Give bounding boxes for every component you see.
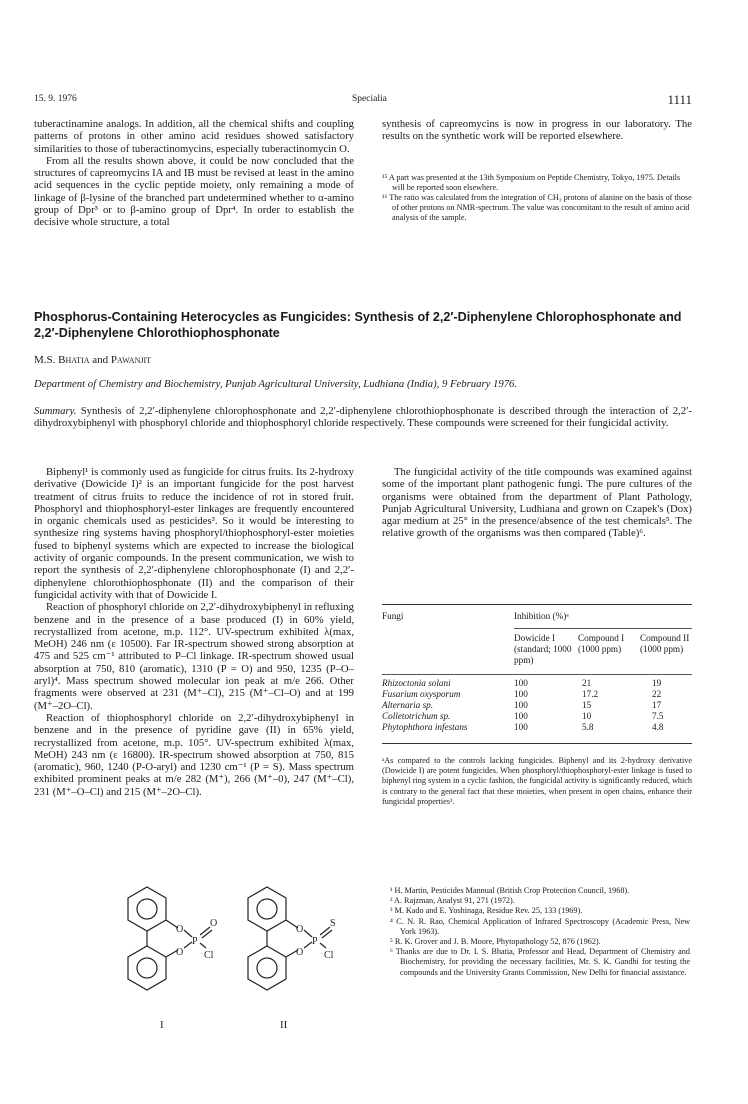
author2-name: Pawanjit <box>110 354 152 366</box>
table-cell-fungus: Rhizoctonia solani <box>382 678 451 688</box>
header-date: 15. 9. 1976 <box>34 94 77 104</box>
table-body <box>382 678 692 733</box>
table-subheader-dowicide: Dowicide I (standard; 1000 ppm) <box>514 633 572 665</box>
table-cell-dowicide: 100 <box>514 700 528 710</box>
structure-II-oxygen-1: O <box>296 924 304 935</box>
structure-II <box>248 887 336 990</box>
affiliation: Department of Chemistry and Biochemistry, Punjab Agricultural University, Ludhiana (India), 9 February 1976. <box>34 378 518 390</box>
structure-II-oxygen-2: O <box>296 947 304 958</box>
structure-II-chlorine: Cl <box>324 950 334 961</box>
table-cell-compound-I: 17.2 <box>582 689 599 699</box>
body-right-paragraph-1: The fungicidal activity of the title compounds was examined against some of the important plant pathogenic fungi. The pure cultures of the organisms were obtained from the department of Plant Pathology, Punjab Agricultural University, Ludhiana and grown on Czapek's (Dox) agar medium at 25° in the presence/absence of the test chemicals⁵. The relative growth of the organisms was then compared (Table)⁶. <box>382 466 692 540</box>
author-and: and <box>89 354 111 366</box>
table-cell-dowicide: 100 <box>514 689 528 699</box>
header-journal: Specialia <box>352 94 387 104</box>
structure-I-chlorine: Cl <box>204 950 214 961</box>
reference-4: ⁴ C. N. R. Rao, Chemical Application of Infrared Spectroscopy (Academic Press, New York 1963). <box>390 916 690 936</box>
structure-II-phosphorus: P <box>312 936 318 947</box>
structure-I-oxygen-1: O <box>176 924 184 935</box>
structure-I-label: I <box>160 1019 164 1031</box>
header-page-number: 1111 <box>667 92 692 107</box>
top-left-paragraph-2: From all the results shown above, it could be now concluded that the structures of capreomycins IA and IB must be revised at least in the amino acid sequences in the cyclic peptide moiety, only remaining a mode of linkage of β-lysine of the branched part undetermined whether to α-amino group of Dpr³ or to β-amino group of Dpr⁴. In order to establish the decisive whole structure, a total <box>34 154 354 229</box>
top-left-paragraph-1: tuberactinamine analogs. In addition, all the chemical shifts and coupling patterns of protons in other amino acid residues showed satisfactory similarities to those of tuberactinomycins, especially tuberactinomycin O. <box>34 118 354 155</box>
table-row <box>382 689 692 700</box>
table-subheader-compound-I: Compound I (1000 ppm) <box>578 633 625 654</box>
top-right-column <box>382 118 692 224</box>
table-cell-compound-I: 21 <box>582 678 592 688</box>
table-note: ᵃAs compared to the controls lacking fungicides. Biphenyl and its 2-hydroxy derivative (Dowicide I) are potent fungicides. When phosphoryl/thiophosphoryl-ester linkage is fused to biphenyl ring system in a cyclic fashion, the fungicidal activity is significantly reduced, which is contrary to the general fact that these moieties, when present in open chains, enhance their fungicidal properties³. <box>382 756 692 806</box>
summary <box>34 405 692 430</box>
fungicide-table <box>382 604 692 807</box>
top-left-column <box>34 118 354 229</box>
table-header-inhibition: Inhibition (%)ᵃ <box>514 611 569 621</box>
table-cell-dowicide: 100 <box>514 711 528 721</box>
table-header-fungi: Fungi <box>382 611 404 621</box>
table-cell-compound-II: 4.8 <box>652 722 664 732</box>
top-right-paragraph: synthesis of capreomycins is now in progress in our laboratory. The results on the synthetic work will be reported elsewhere. <box>382 118 692 143</box>
table-row <box>382 722 692 733</box>
reference-6: ⁶ Thanks are due to Dr. I. S. Bhatia, Professor and Head, Department of Chemistry and Biochemistry, for providing the necessary facilities, Mr. S. K. Gandhi for testing the compounds and the University Grants Commission, New Delhi for financial assistance. <box>390 947 690 977</box>
table-subheader-compound-II: Compound II (1000 ppm) <box>640 633 690 654</box>
author1-name: Bhatia <box>58 354 90 366</box>
structure-II-sulfur: S <box>330 918 336 929</box>
table-cell-compound-II: 7.5 <box>652 711 664 721</box>
structure-I <box>128 887 217 990</box>
table-cell-compound-II: 22 <box>652 689 662 699</box>
body-right-column <box>382 466 692 540</box>
table-cell-dowicide: 100 <box>514 722 528 732</box>
body-left-paragraph-2: Reaction of phosphoryl chloride on 2,2′-dihydroxybiphenyl in refluxing benzene and in the presence of a base produced (I) in 60% yield, recrystallized from acetone, m.p. 112°. UV-spectrum exhibited λ(max, MeOH) 246 nm (ε 10500). Far IR-spectrum showed strong absorption at 475 and 525 cm⁻¹ attributed to P–Cl linkage. IR-spectrum showed usual absorption at 750, 810 (aromatic), 1310 (P = O) and 950, 1235 (P–O–aryl)⁴. Mass spectrum showed molecular ion peak at m/e 266. Other fragments were observed at 231 (M⁺–Cl), 215 (M⁺–Cl–O) and at 199 (M⁺–2O–Cl). <box>34 601 354 712</box>
reference-5: ⁵ R. K. Grover and J. B. Moore, Phytopathology 52, 876 (1962). <box>390 937 601 947</box>
table-cell-compound-I: 10 <box>582 711 592 721</box>
summary-text: Synthesis of 2,2′-diphenylene chlorophosphonate and 2,2′-diphenylene chlorothiophosphonate is described through the interaction of 2,2′-dihydroxybiphenyl with phosphoryl chloride and thiophosphoryl chloride respectively. These compounds were screened for their fungicidal activity. <box>34 405 692 430</box>
body-left-column <box>34 466 354 798</box>
table-cell-fungus: Fusarium oxysporum <box>382 689 461 699</box>
body-left-paragraph-3: Reaction of thiophosphoryl chloride on 2,2′-dihydroxybiphenyl in benzene and in the presence of pyridine gave (II) in 65% yield, recrystallized from acetone, m.p. 105°. UV-spectrum exhibited λ(max, MeOH) 243 nm (ε 16800). IR-spectrum showed absorption at 750, 815 (aromatic), 960, 1240 (P-O-aryl) and 1230 cm⁻¹ (P = S). Mass spectrum exhibited prominent peaks at m/e 282 (M⁺), 266 (M⁺–0), 247 (M⁺–Cl), 231 (M⁺–O–Cl) and 215 (M⁺–2O–Cl). <box>34 711 354 798</box>
table-row <box>382 711 692 722</box>
structure-I-double-bond-oxygen: O <box>210 918 218 929</box>
table-cell-compound-I: 5.8 <box>582 722 594 732</box>
article-authors <box>34 354 151 366</box>
reference-3: ³ M. Kado and E. Yoshinaga, Residue Rev. 25, 133 (1969). <box>390 906 583 916</box>
table-cell-dowicide: 100 <box>514 678 528 688</box>
table-cell-fungus: Phytophthora infestans <box>382 722 468 732</box>
table-row <box>382 700 692 711</box>
table-cell-compound-II: 19 <box>652 678 662 688</box>
author1-initials: M.S. <box>34 354 59 366</box>
structure-I-oxygen-2: O <box>176 947 184 958</box>
table-row <box>382 678 692 689</box>
running-header <box>34 92 692 108</box>
reference-2: ² A. Rajzman, Analyst 91, 271 (1972). <box>390 896 515 906</box>
structure-I-phosphorus: P <box>192 936 198 947</box>
table-cell-compound-I: 15 <box>582 700 592 710</box>
footnote-16: ¹⁶ The ratio was calculated from the integration of CH₃ protons of alanine on the basis of those of other protons on NMR-spectrum. The value was concomitant to the result of amino acid analysis of the sample. <box>382 193 692 223</box>
reference-1: ¹ H. Martin, Pesticides Mannual (British Crop Protection Council, 1968). <box>390 886 630 895</box>
chemical-structures <box>100 880 360 1080</box>
structure-II-label: II <box>280 1019 288 1031</box>
article-title: Phosphorus-Containing Heterocycles as Fungicides: Synthesis of 2,2′-Diphenylene Chlorophosphonate and 2,2′-Diphenylene Chlorothiophosphonate <box>34 310 682 340</box>
table-cell-fungus: Colletotrichum sp. <box>382 711 451 721</box>
footnote-15: ¹⁵ A part was presented at the 13th Symposium on Peptide Chemistry, Tokyo, 1975. Details will be reported soon elsewhere. <box>382 172 681 192</box>
summary-label: Summary. <box>34 405 77 417</box>
body-left-paragraph-1: Biphenyl¹ is commonly used as fungicide for citrus fruits. Its 2-hydroxy derivative (Dowicide I)² is an important fungicide for the post harvest treatment of citrus fruits to reduce the incidence of rot in stored fruit. Phosphoryl and thiophosphoryl-ester linkages are frequently encountered in organic chemicals used as pesticides³. So it would be interesting to synthesize ring systems having phosphoryl/thiophosphoryl-ester moieties fused to biphenyl systems which are expected to increase the biological activity of organic compounds. In the present communication, we wish to report the synthesis of 2,2′-diphenylene chlorophosphonate (I) and 2,2′-diphenylene chlorothiophosphonate (II) and the comparison of their fungicidal activity with that of Dowicide I. <box>34 466 354 601</box>
table-cell-compound-II: 17 <box>652 700 662 710</box>
table-cell-fungus: Alternaria sp. <box>382 700 434 710</box>
top-footnotes <box>382 173 692 224</box>
references <box>390 886 690 978</box>
